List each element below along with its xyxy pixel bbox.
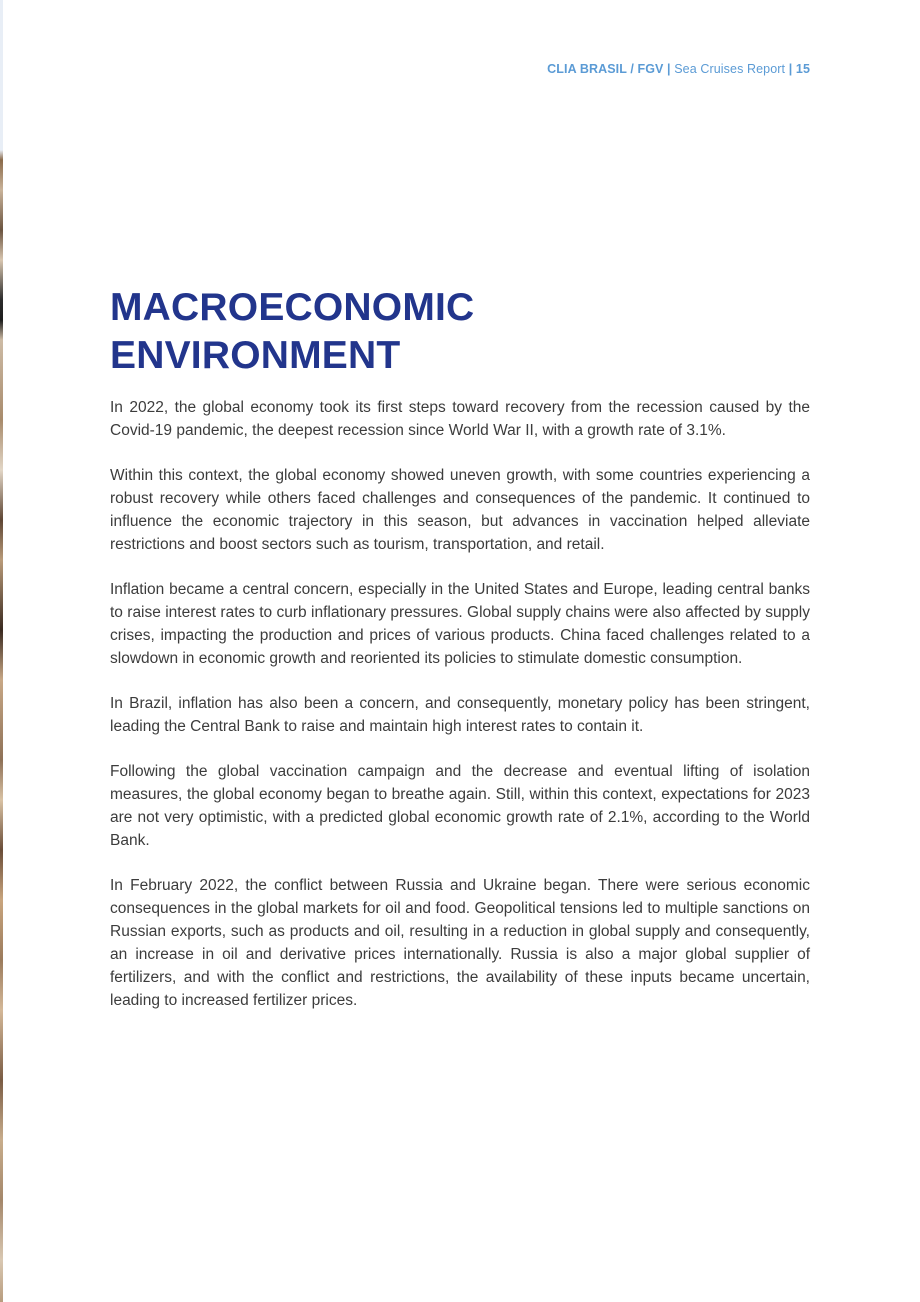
- section-title-line-1: MACROECONOMIC: [110, 286, 475, 329]
- paragraph-3: Inflation became a central concern, especially in the United States and Europe, leading central banks to raise interest rates to curb inflationary pressures. Global supply chains were also affected by supply crises, impacting the production and prices of various products. China faced challenges related to a slowdown in economic growth and reoriented its policies to stimulate domestic consumption.: [110, 581, 810, 667]
- section-title-line-2: ENVIRONMENT: [110, 334, 401, 377]
- paragraph-1: In 2022, the global economy took its first steps toward recovery from the recession caused by the Covid-19 pandemic, the deepest recession since World War II, with a growth rate of 3.1%.: [110, 399, 810, 439]
- header-separator: |: [667, 62, 671, 76]
- paragraph-5: Following the global vaccination campaign and the decrease and eventual lifting of isolation measures, the global economy began to breathe again. Still, within this context, expectations for 2023 are not very optimistic, with a predicted global economic growth rate of 2.1%, according to the World Bank.: [110, 763, 810, 849]
- header-separator-2: |: [788, 62, 793, 76]
- paragraph-6: In February 2022, the conflict between Russia and Ukraine began. There were serious economic consequences in the global markets for oil and food. Geopolitical tensions led to multiple sanctions on Russian exports, such as products and oil, resulting in a reduction in global supply and consequently, an increase in oil and derivative prices internationally. Russia is also a major global supplier of fertilizers, and with the conflict and restrictions, the availability of these inputs became uncertain, leading to increased fertilizer prices.: [110, 877, 810, 1009]
- section-title: [110, 284, 630, 380]
- paragraph-4: In Brazil, inflation has also been a concern, and consequently, monetary policy has been stringent, leading the Central Bank to raise and maintain high interest rates to contain it.: [110, 695, 810, 735]
- left-edge-photo-strip: [0, 0, 3, 1302]
- paragraph-2: Within this context, the global economy showed uneven growth, with some countries experiencing a robust recovery while others faced challenges and consequences of the pandemic. It continued to influence the economic trajectory in this season, but advances in vaccination helped alleviate restrictions and boost sectors such as tourism, transportation, and retail.: [110, 467, 810, 553]
- body-text: [110, 396, 810, 1034]
- header-report-name: Sea Cruises Report: [674, 62, 786, 76]
- running-header: [547, 62, 810, 76]
- header-brand: CLIA BRASIL / FGV: [547, 62, 664, 76]
- page-number: 15: [795, 62, 810, 76]
